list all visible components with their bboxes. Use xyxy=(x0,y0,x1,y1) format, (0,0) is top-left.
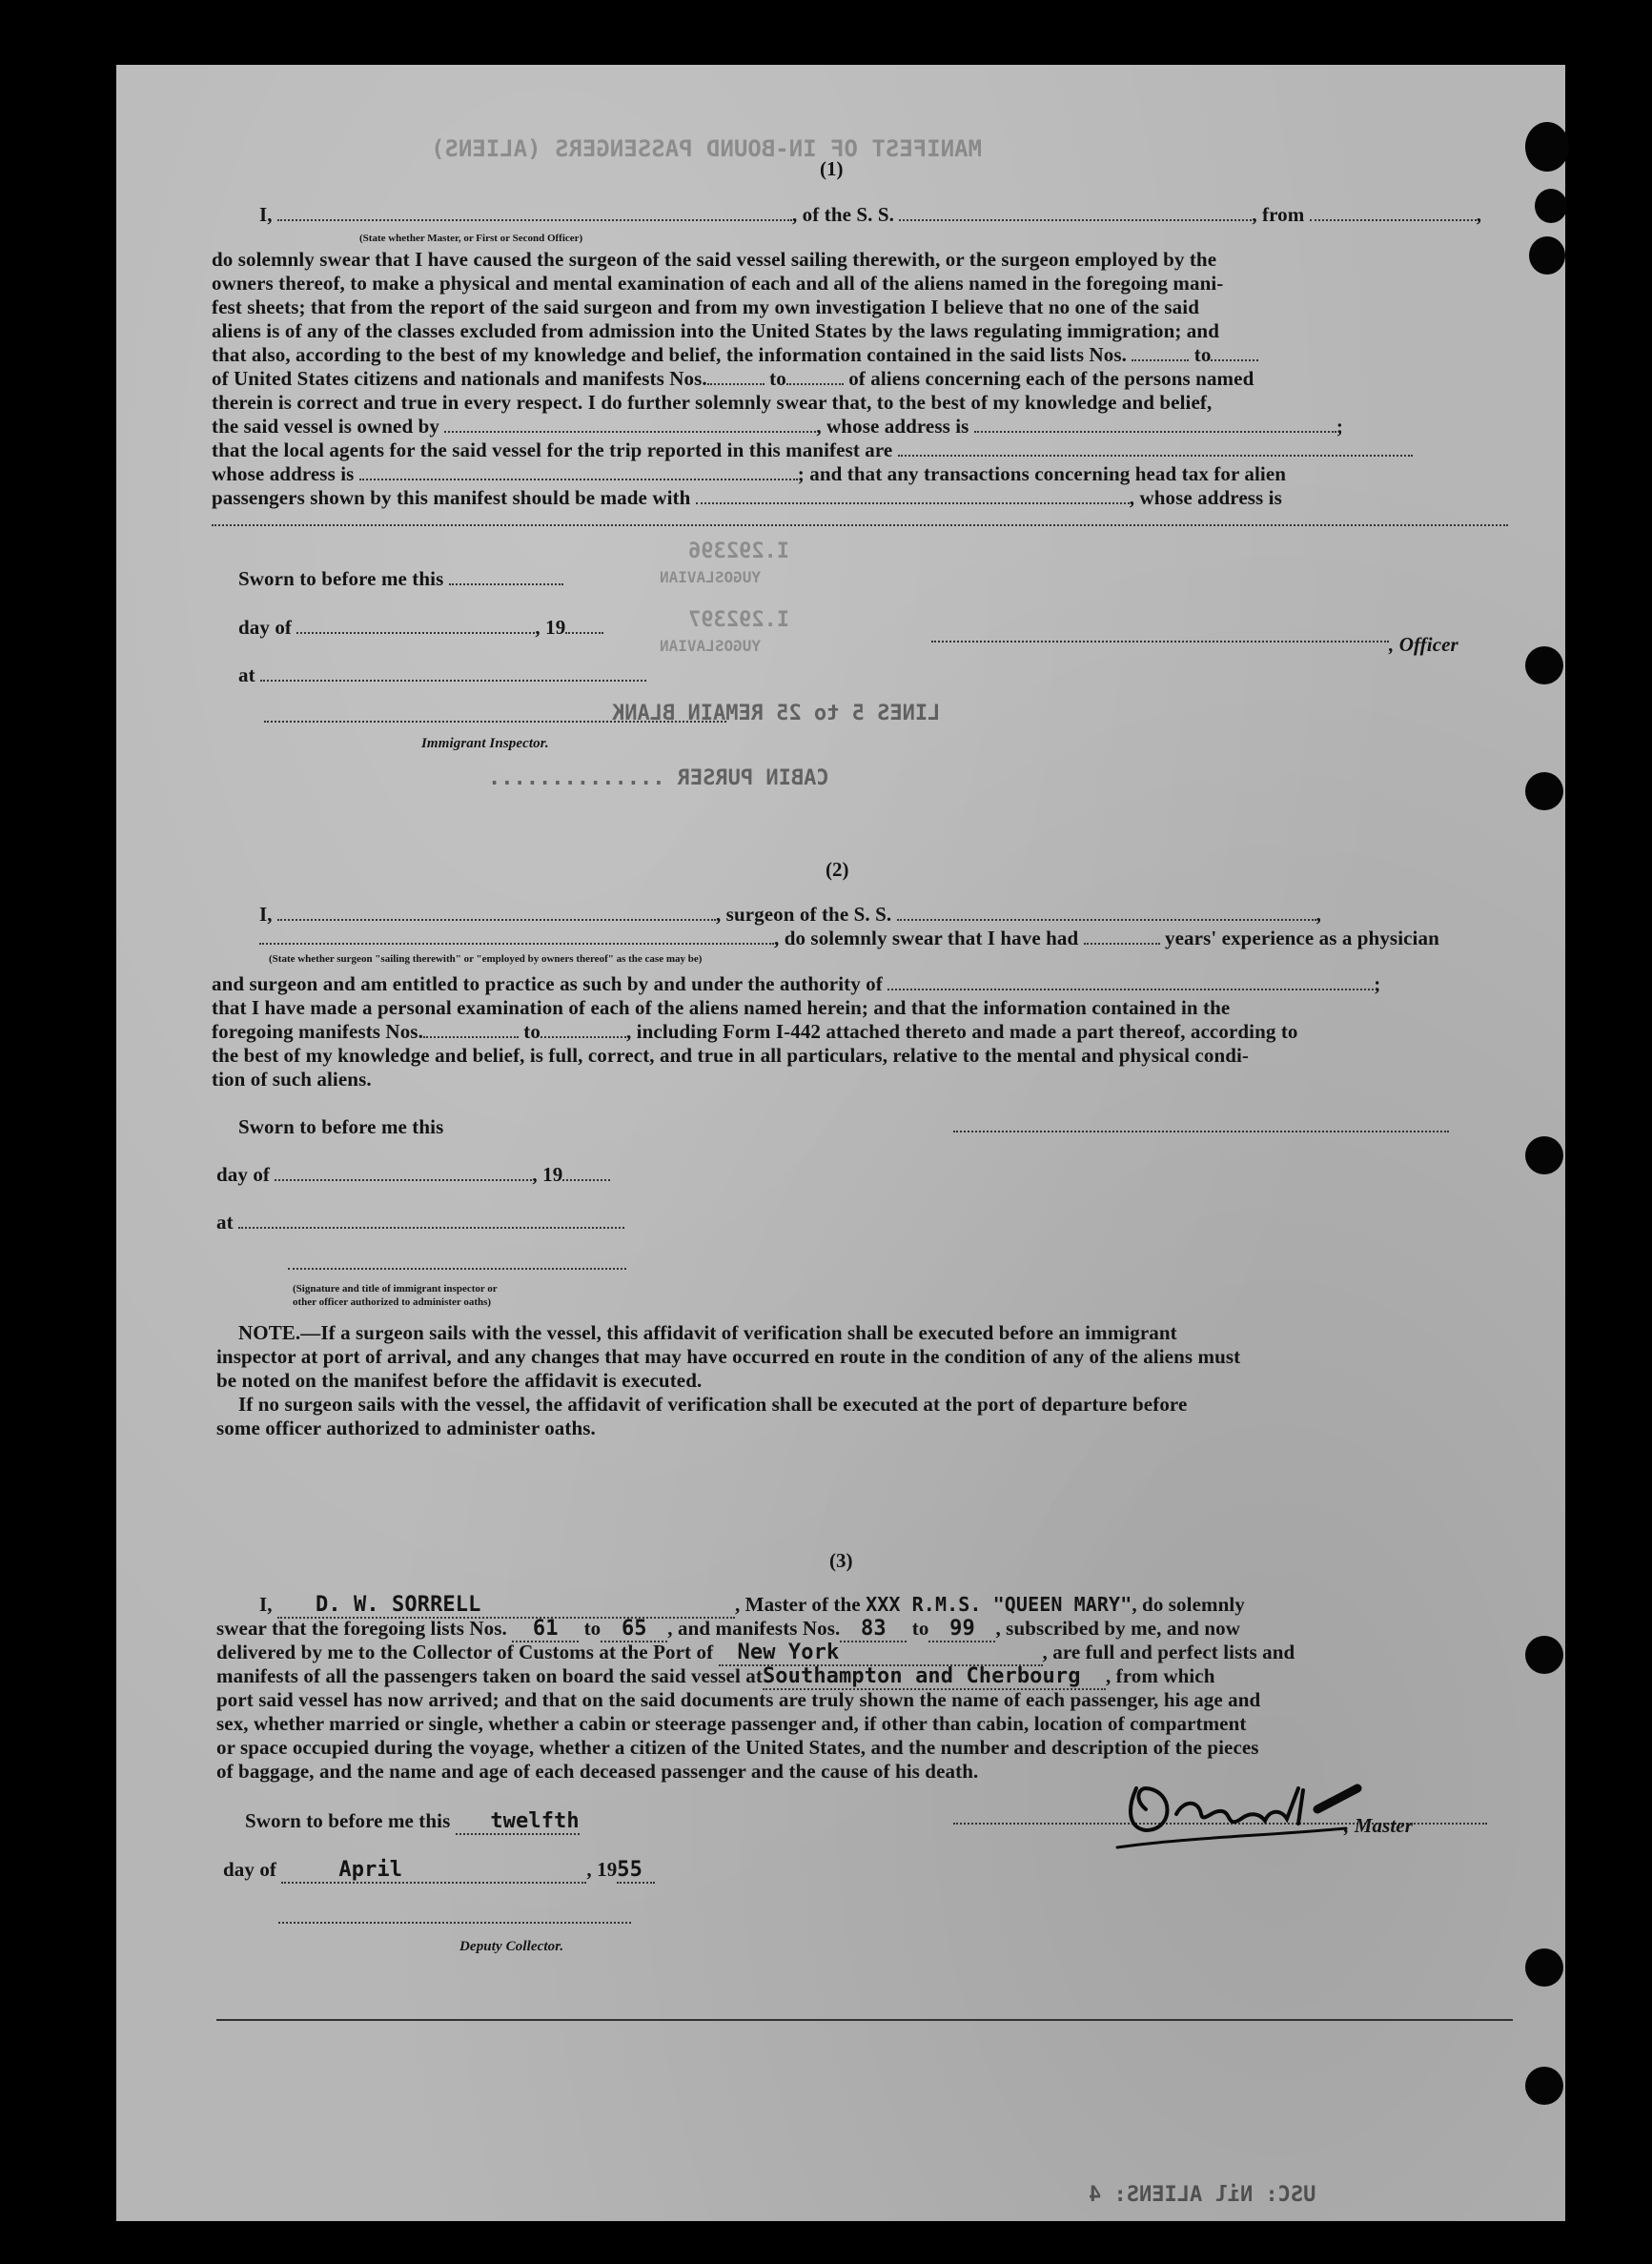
address-line-blank[interactable] xyxy=(212,524,1508,526)
manifests-to-blank[interactable] xyxy=(786,368,844,385)
section-1-body-3: aliens is of any of the classes excluded from admission into the United States by the laws regulating immigration; and xyxy=(212,319,1219,342)
section-1-body-5-row xyxy=(212,367,1254,390)
section-1-number: (1) xyxy=(820,157,844,180)
sig-note-1: (Signature and title of immigrant inspector or xyxy=(293,1283,498,1295)
punch-hole xyxy=(1525,772,1563,810)
surgeon-signature-blank[interactable] xyxy=(953,1131,1449,1132)
section-3-lists-row xyxy=(216,1617,1240,1642)
from-label: , from xyxy=(1252,203,1305,226)
deputy-collector-label: Deputy Collector. xyxy=(459,1939,564,1954)
punch-hole xyxy=(1525,2067,1563,2105)
from-blank[interactable] xyxy=(1310,204,1477,221)
section-1-body-10-row xyxy=(212,486,1282,509)
authority-blank[interactable] xyxy=(887,973,1374,990)
vessel-blank[interactable] xyxy=(899,204,1252,221)
nineteen-label: , 19 xyxy=(535,616,566,639)
section-1-day-row xyxy=(238,616,603,639)
section-2-line-i: I, , surgeon of the S. S. , xyxy=(259,903,1321,926)
year-blank[interactable] xyxy=(565,617,603,634)
sworn-label: Sworn to before me this xyxy=(238,567,444,590)
officer-label: , Officer xyxy=(1389,633,1458,656)
sworn-day: twelfth xyxy=(456,1810,580,1835)
ghost-id-2: I.292397 xyxy=(688,608,789,632)
subscribed-label: , subscribed by me, and now xyxy=(995,1617,1240,1640)
punch-hole xyxy=(1525,1948,1563,1987)
to-label: to xyxy=(583,1617,602,1640)
section-1-body-6: therein is correct and true in every respect. I do further solemnly swear that, to the best of my knowledge and belief, xyxy=(212,391,1213,414)
officer-name-blank[interactable] xyxy=(277,204,792,221)
section-2-body-2-row xyxy=(212,1020,1298,1043)
line-i-label: I, xyxy=(259,1593,273,1616)
punch-hole xyxy=(1529,236,1565,275)
section-1-body-4-row xyxy=(212,343,1258,366)
punch-hole xyxy=(1525,646,1563,684)
manifest-page xyxy=(116,65,1565,2221)
section-2-body-0: and surgeon and am entitled to practice as such by and under the authority of xyxy=(212,972,883,995)
section-3-line-i xyxy=(259,1593,1245,1619)
surgeon-name-blank[interactable] xyxy=(277,904,716,921)
manifests-to: 99 xyxy=(928,1618,995,1642)
section-1-body-9-row xyxy=(212,462,1286,485)
section-2-body-2: foregoing manifests Nos. xyxy=(212,1020,423,1043)
line-i-label: I, xyxy=(259,903,273,926)
ghost-cabin-purser: CABIN PURSER .............. xyxy=(488,766,829,790)
day-of-label: day of xyxy=(216,1163,271,1186)
nineteen-label: , 19 xyxy=(532,1163,563,1186)
addr-tail: ; and that any transactions concerning head tax for alien xyxy=(797,462,1287,485)
day-of-blank[interactable] xyxy=(296,617,535,634)
immigrant-inspector-label: Immigrant Inspector. xyxy=(421,736,549,751)
section-1-at-row xyxy=(238,663,646,686)
departure-ports: Southampton and Cherbourg xyxy=(763,1665,1106,1690)
ghost-nationality-1: YUGOSLAVIAN xyxy=(660,568,761,586)
sworn-year: 55 xyxy=(617,1859,655,1884)
punch-hole xyxy=(1535,189,1567,223)
delivered-label: delivered by me to the Collector of Customs at the Port of xyxy=(216,1641,714,1663)
ghost-id-1: I.292396 xyxy=(688,540,789,563)
section-1-body-5: of United States citizens and nationals and manifests Nos. xyxy=(212,367,707,390)
line-i-label: I, xyxy=(259,203,273,226)
owner-blank[interactable] xyxy=(444,416,816,433)
form-tail: , including Form I-442 attached thereto and made a part thereof, according to xyxy=(625,1020,1298,1043)
at-blank[interactable] xyxy=(260,664,646,682)
ghost-footer: USC: Nil ALIENS: 4 xyxy=(1089,2183,1316,2207)
section-2-body-1: that I have made a personal examination of each of the aliens named herein; and that the information contained in the xyxy=(212,996,1231,1019)
ghost-header-title: MANIFEST OF IN-BOUND PASSENGERS (ALIENS) xyxy=(431,135,982,162)
ghost-lines-blank: LINES 5 to 25 REMAIN BLANK xyxy=(612,702,941,725)
master-name: D. W. SORRELL xyxy=(277,1594,735,1619)
note-0: —If a surgeon sails with the vessel, this affidavit of verification shall be executed before an immigrant xyxy=(300,1321,1177,1344)
note-3: If no surgeon sails with the vessel, the affidavit of verification shall be executed at the port of departure before xyxy=(238,1393,1188,1416)
agents-blank[interactable] xyxy=(898,439,1413,457)
surgeon-manifests-from-blank[interactable] xyxy=(423,1021,519,1038)
surgeon-day-blank[interactable] xyxy=(275,1164,532,1181)
day-of-label: day of xyxy=(223,1858,277,1881)
surgeon-state-note: (State whether surgeon "sailing therewith" or "employed by owners thereof" as the case may be) xyxy=(269,953,703,965)
section-3-body-3: of baggage, and the name and age of each deceased passenger and the cause of his death. xyxy=(216,1760,979,1783)
to-label: to xyxy=(769,367,786,390)
section-2-number: (2) xyxy=(826,858,849,881)
section-3-body-2: or space occupied during the voyage, whether a citizen of the United States, and the number and description of the pieces xyxy=(216,1736,1259,1759)
surgeon-at-blank[interactable] xyxy=(238,1212,624,1229)
agents-address-blank[interactable] xyxy=(359,463,798,480)
at-label: at xyxy=(238,663,255,686)
section-3-body-1: sex, whether married or single, whether a cabin or steerage passenger and, if other than cabin, location of compartment xyxy=(216,1712,1247,1735)
note-0-row xyxy=(238,1321,1177,1344)
and-manifests-label: , and manifests Nos. xyxy=(667,1617,841,1640)
sig-note-2: other officer authorized to administer oaths) xyxy=(293,1296,492,1308)
section-3-delivered-row xyxy=(216,1641,1295,1666)
note-head: NOTE. xyxy=(238,1321,301,1344)
sworn-day-blank[interactable] xyxy=(449,568,563,585)
sworn-label: Sworn to before me this xyxy=(245,1809,451,1832)
section-3-day-row xyxy=(223,1858,655,1884)
do-solemnly-label: , do solemnly xyxy=(1132,1593,1245,1616)
note-4: some officer authorized to administer oaths. xyxy=(216,1417,596,1439)
section-2-at-row xyxy=(216,1211,624,1234)
section-2-body-3: the best of my knowledge and belief, is full, correct, and true in all particulars, relative to the mental and physical condi- xyxy=(212,1044,1250,1067)
surgeon-manifests-to-blank[interactable] xyxy=(540,1021,626,1038)
manifests-all-label: manifests of all the passengers taken on board the said vessel at xyxy=(216,1664,763,1687)
section-1-body-8: that the local agents for the said vessel for the trip reported in this manifest are xyxy=(212,439,893,461)
surgeon-inspector-signature-blank[interactable] xyxy=(288,1268,626,1270)
master-label: , Master xyxy=(1344,1814,1413,1837)
section-1-body-9: whose address is xyxy=(212,462,355,485)
section-2-sworn-row xyxy=(238,1115,443,1138)
manifests-from: 83 xyxy=(840,1618,907,1642)
punch-hole xyxy=(1525,122,1569,172)
bottom-rule xyxy=(216,2019,1513,2021)
section-3-sworn-row xyxy=(245,1809,580,1835)
vessel-name: XXX R.M.S. "QUEEN MARY" xyxy=(866,1593,1132,1616)
punch-hole xyxy=(1525,1136,1563,1174)
section-3-manifests-row xyxy=(216,1664,1215,1690)
section-3-body-0: port said vessel has now arrived; and that on the said documents are truly shown the name of each passenger, his age and xyxy=(216,1688,1261,1711)
lists-to-blank[interactable] xyxy=(1211,344,1258,361)
at-label: at xyxy=(216,1211,234,1234)
owner-address-blank[interactable] xyxy=(974,416,1336,433)
inspector-signature-blank[interactable] xyxy=(264,721,726,723)
ghost-nationality-2: YUGOSLAVIAN xyxy=(660,637,761,655)
officer-signature-blank[interactable] xyxy=(931,641,1389,642)
section-1-body-7-row: the said vessel is owned by , whose address is ; xyxy=(212,415,1343,438)
master-of-label: , Master of the xyxy=(734,1593,861,1616)
to-label: to xyxy=(1193,343,1212,366)
years-experience: years' experience as a physician xyxy=(1165,927,1439,949)
surgeon-vessel-blank[interactable] xyxy=(897,904,1316,921)
surgeon-of-label: , surgeon of the S. S. xyxy=(715,903,892,926)
surgeon-year-blank[interactable] xyxy=(562,1164,610,1181)
section-1-body-2: fest sheets; that from the report of the said surgeon and from my own investigation I believe that no one of the said xyxy=(212,296,1199,318)
nineteen-label: , 19 xyxy=(586,1858,618,1881)
full-lists-label: , are full and perfect lists and xyxy=(1042,1641,1295,1663)
section-3-number: (3) xyxy=(829,1549,853,1572)
section-1-line-i: I, , of the S. S. , from , xyxy=(259,203,1482,226)
owned-tail: , whose address is xyxy=(816,415,969,438)
port-name: New York xyxy=(719,1642,1043,1666)
ss-label: , of the S. S. xyxy=(791,203,894,226)
note-1: inspector at port of arrival, and any changes that may have occurred en route in the condition of any of the aliens must xyxy=(216,1345,1241,1368)
punch-hole xyxy=(1525,1636,1563,1674)
swear-lists-label: swear that the foregoing lists Nos. xyxy=(216,1617,507,1640)
section-1-body-8-row xyxy=(212,439,1413,461)
swear-line: , do solemnly swear that I have had xyxy=(774,927,1079,949)
lists-from: 61 xyxy=(512,1618,579,1642)
note-2: be noted on the manifest before the affidavit is executed. xyxy=(216,1369,703,1392)
lists-to: 65 xyxy=(601,1618,667,1642)
line5-tail: of aliens concerning each of the persons named xyxy=(848,367,1254,390)
manifests-from-blank[interactable] xyxy=(707,368,765,385)
section-2-day-row xyxy=(216,1163,610,1186)
from-which-label: , from which xyxy=(1105,1664,1215,1687)
made-with-tail: , whose address is xyxy=(1129,486,1282,509)
to-label: to xyxy=(911,1617,929,1640)
section-1-body-0: do solemnly swear that I have caused the surgeon of the said vessel sailing therewith, or the surgeon employed by the xyxy=(212,248,1217,271)
section-2-swear-row xyxy=(259,927,1439,949)
day-of-label: day of xyxy=(238,616,293,639)
sworn-label: Sworn to before me this xyxy=(238,1115,444,1138)
section-1-body-10: passengers shown by this manifest should be made with xyxy=(212,486,691,509)
deputy-collector-signature-blank[interactable] xyxy=(278,1922,631,1924)
section-1-body-1: owners thereof, to make a physical and mental examination of each and all of the aliens named in the foregoing mani- xyxy=(212,272,1224,295)
years-blank[interactable] xyxy=(1084,928,1160,945)
state-note: (State whether Master, or First or Second Officer) xyxy=(359,233,583,244)
surgeon-status-blank[interactable] xyxy=(259,928,774,945)
section-2-body-0-row: and surgeon and am entitled to practice as such by and under the authority of ; xyxy=(212,972,1381,995)
section-2-body-4: tion of such aliens. xyxy=(212,1068,372,1091)
lists-from-blank[interactable] xyxy=(1132,344,1189,361)
section-1-sworn-row xyxy=(238,567,563,590)
section-1-body-7: the said vessel is owned by xyxy=(212,415,439,438)
section-1-body-4: that also, according to the best of my knowledge and belief, the information contained in the said lists Nos. xyxy=(212,343,1128,366)
to-label: to xyxy=(523,1020,540,1043)
sworn-month: April xyxy=(281,1859,586,1884)
head-tax-blank[interactable] xyxy=(696,487,1130,504)
